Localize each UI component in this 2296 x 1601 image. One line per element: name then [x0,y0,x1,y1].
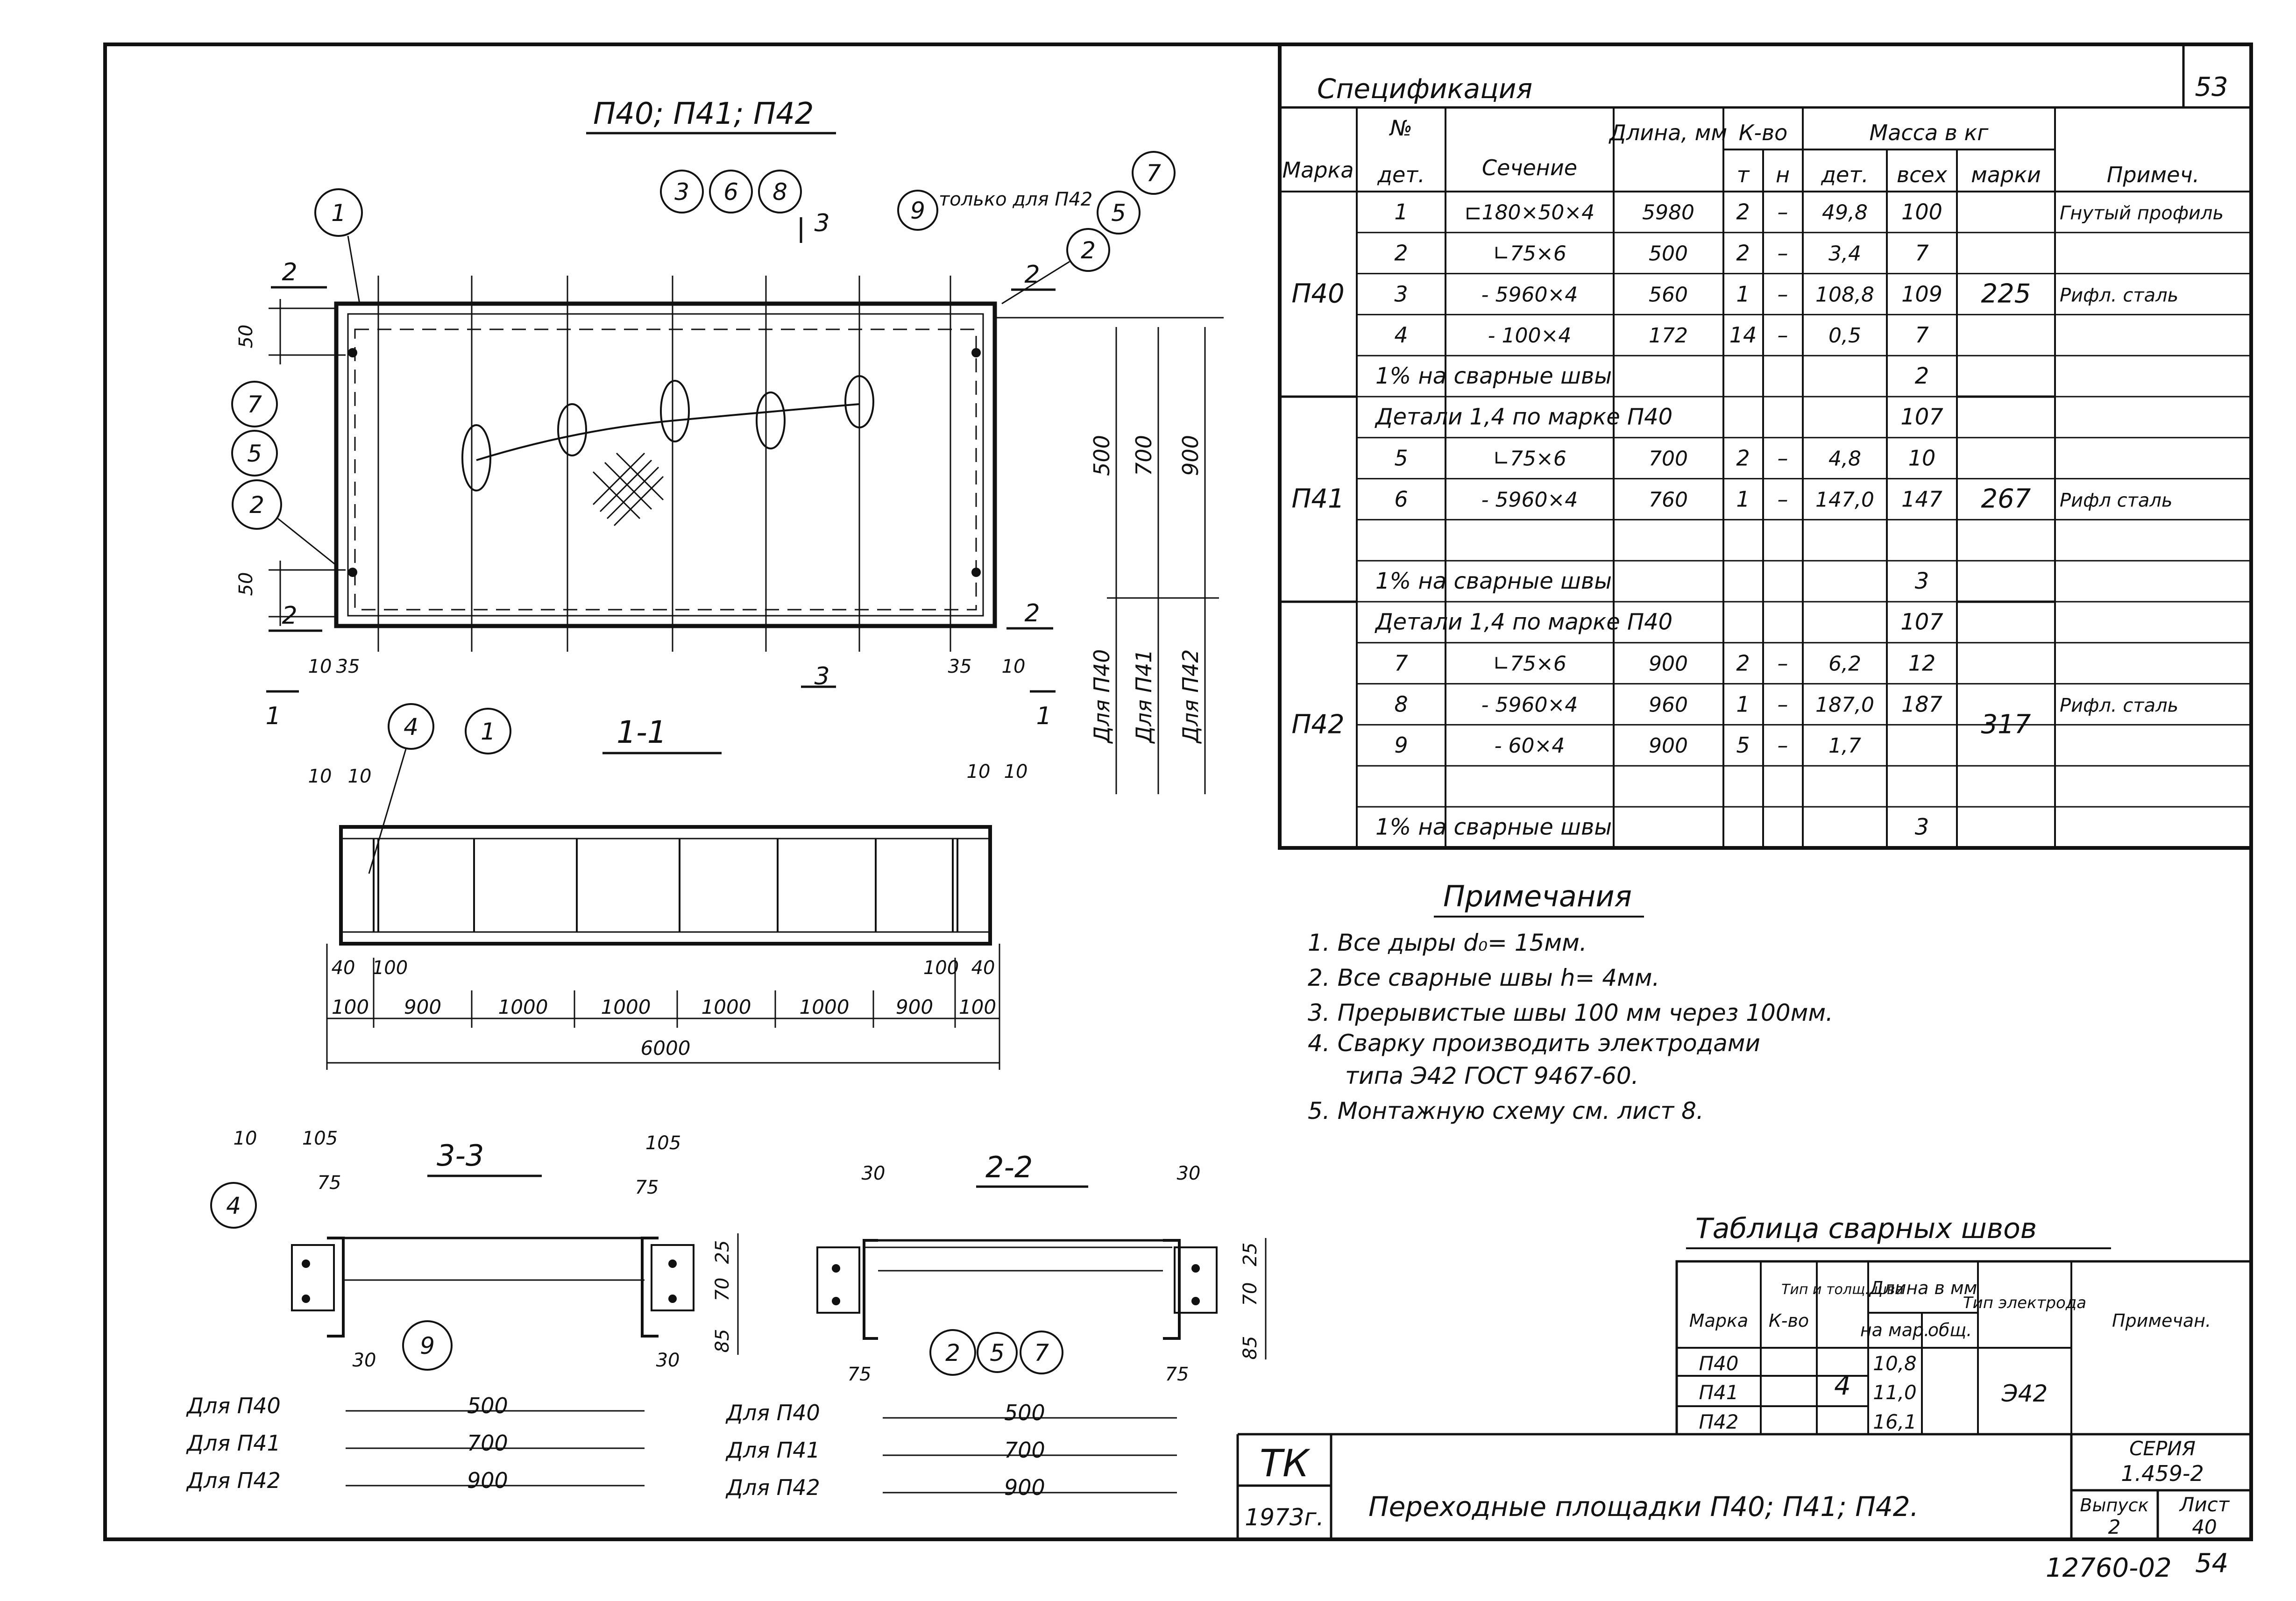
spec-row-note: Рифл сталь [2060,490,2173,512]
spec-mark-total: 225 [1981,278,2031,309]
spec-row-section: - 5960×4 [1481,488,1578,512]
specification-table [1280,44,2251,848]
callout-5-s22: 5 [990,1339,1005,1366]
stamp-series-label: СЕРИЯ [2129,1437,2196,1460]
spec-row-section: - 100×4 [1488,324,1572,348]
spec-row-note: Рифл. сталь [2060,285,2179,306]
spec-row-qty-n: – [1777,691,1788,717]
sheet-number: 53 [2195,72,2228,102]
section-mark-2-tr: 2 [1024,261,1040,289]
spec-row-mass-det: 49,8 [1822,200,1868,225]
spec-row-qty-t: 5 [1736,733,1750,758]
callout-5b: 5 [1111,199,1126,227]
callout-1-section: 1 [481,718,496,745]
weld-table [1677,1212,2251,1434]
spec-row-mass-det: 1,7 [1828,734,1861,758]
spec-row-note: Рифл. сталь [2060,695,2179,717]
spec-row-section: - 60×4 [1494,734,1565,758]
note-3: 3. Прерывистые швы 100 мм через 100мм. [1308,999,1833,1026]
spec-row-qty-n: – [1777,445,1788,471]
dim-500: 500 [1089,435,1114,476]
dim-50-top: 50 [235,324,257,349]
weld-h-note: Примечан. [2112,1310,2211,1331]
spec-row-mass-det: 187,0 [1815,693,1874,717]
span-100-a: 100 [331,996,369,1018]
spec-row-qty-n: – [1777,733,1788,758]
spec-row-det: 3 [1394,281,1408,307]
stamp-sheet-label: Лист [2179,1493,2230,1516]
spec-row-full: Детали 1,4 по марке П40 [1375,609,1673,635]
spec-row-mass-all: 7 [1915,240,1929,266]
section-1-1-title: 1-1 [617,714,667,750]
callout-4-s33: 4 [226,1192,241,1219]
callout-5: 5 [247,440,262,467]
s33-value-p40: 500 [467,1393,508,1418]
plan-title: П40; П41; П42 [593,97,814,131]
weld-h-mark: Марка [1689,1310,1749,1331]
spec-h-detno: № [1390,115,1412,141]
spec-row-full: Детали 1,4 по марке П40 [1375,404,1673,430]
dim-10-right: 10 [1001,656,1026,677]
section-1-1 [308,704,1028,1070]
spec-row-mass-all: 10 [1908,445,1936,471]
note-4-cont: типа Э42 ГОСТ 9467-60. [1345,1062,1639,1089]
callout-4: 4 [404,713,418,740]
spec-row-qty-t: 2 [1736,445,1750,471]
weld-title: Таблица сварных швов [1695,1212,2037,1245]
s22-value-p40: 500 [1004,1400,1045,1425]
spec-h-mass-all: всех [1897,162,1947,187]
note-4: 4. Сварку производить электродами [1308,1030,1760,1057]
section-2-2-title: 2-2 [985,1150,1033,1184]
section-3-3 [186,1128,738,1493]
s22-label-p42: Для П42 [726,1475,820,1500]
spec-row-qty-n: – [1777,281,1788,307]
weld-type-value: 4 [1834,1371,1851,1401]
dim-s22-75-right: 75 [1165,1364,1189,1385]
plan-view [232,97,1224,794]
s33-label-p40: Для П40 [187,1393,281,1418]
spec-row-det: 2 [1394,240,1408,266]
spec-row-mass-all: 109 [1901,281,1942,307]
inventory-number: 12760-02 [2046,1553,2172,1583]
dim-35-right: 35 [948,656,972,677]
span-100-b: 100 [958,996,997,1018]
stamp-issue-label: Выпуск [2080,1495,2149,1516]
s33-label-p41: Для П41 [187,1430,281,1456]
s33-value-p42: 900 [467,1468,508,1493]
notes-title: Примечания [1443,879,1632,913]
section-3-3-title: 3-3 [437,1138,484,1173]
spec-row-length: 5980 [1642,200,1694,225]
section-mark-3-bottom: 3 [814,662,830,690]
dim-40-left: 40 [331,957,355,979]
dim-10-a: 10 [308,766,332,787]
callout-2-s22: 2 [945,1339,960,1366]
dim-s22-85: 85 [1240,1336,1261,1360]
spec-row-mass-all: 3 [1914,568,1929,594]
callout-2b: 2 [1081,237,1096,264]
spec-row-length: 900 [1649,652,1688,676]
span-total-6000: 6000 [640,1037,691,1060]
spec-row-qty-n: – [1777,322,1788,348]
spec-row-length: 900 [1649,734,1688,758]
label-for-p40: Для П40 [1089,649,1114,743]
spec-row-length: 172 [1649,324,1688,348]
dim-s22-30-left: 30 [861,1163,886,1184]
weld-len-p41: 11,0 [1873,1381,1917,1404]
only-for-p42-note: только для П42 [939,189,1093,210]
stamp-year: 1973г. [1245,1504,1324,1531]
page-suffix: 54 [2195,1548,2229,1579]
spec-row-section: ∟75×6 [1493,652,1566,676]
spec-row-mass-all: 7 [1915,322,1929,348]
spec-row-mass-det: 4,8 [1828,447,1861,471]
dim-40-right: 40 [971,957,995,979]
dim-10-d: 10 [1004,761,1028,783]
stamp-org: ТК [1260,1442,1309,1485]
spec-row-mass-all: 187 [1901,691,1942,717]
notes-block [1308,879,1833,1124]
dim-s33-105-left: 105 [302,1128,338,1149]
spec-row-length: 500 [1649,242,1688,266]
dim-100-right: 100 [923,957,959,979]
spec-h-section: Сечение [1481,155,1578,180]
spec-mark-label: П41 [1291,484,1345,514]
weld-h-length: Длина в мм [1869,1278,1977,1298]
spec-h-length: Длина, мм [1609,120,1728,145]
spec-h-mass: Масса в кг [1869,120,1989,145]
weld-mark-p40: П40 [1699,1352,1739,1375]
spec-row-qty-t: 14 [1729,322,1757,348]
weld-h-onmark: на мар. [1860,1320,1930,1340]
weld-h-qty: К-во [1768,1310,1809,1331]
spec-row-length: 960 [1649,693,1688,717]
section-mark-2-tl: 2 [282,258,298,286]
dim-s33-75-right: 75 [635,1177,659,1198]
span-1000-c: 1000 [701,996,751,1018]
spec-row-mass-det: 0,5 [1828,324,1861,348]
spec-row-qty-t: 1 [1736,691,1750,717]
spec-row-section: - 5960×4 [1481,283,1578,307]
plan-ovals [462,376,873,491]
plan-frame [336,304,995,626]
spec-row-qty-t: 1 [1736,486,1750,512]
spec-mark-label: П42 [1291,709,1345,740]
callout-9: 9 [910,197,925,224]
callout-9-s33: 9 [420,1332,435,1359]
spec-row-qty-t: 1 [1736,281,1750,307]
dim-s22-30-right: 30 [1176,1163,1201,1184]
dim-s33-30-left: 30 [352,1350,376,1371]
dim-50-bottom: 50 [235,572,257,596]
span-1000-b: 1000 [601,996,651,1018]
spec-row-det: 5 [1394,445,1408,471]
spec-row-mass-all: 100 [1901,199,1942,225]
callout-7b: 7 [1146,160,1161,187]
spec-h-mark: Марка [1282,157,1354,183]
checkered-hatch [593,453,663,526]
spec-row-full: 1% на сварные швы [1375,363,1612,389]
callout-3: 3 [674,178,689,206]
spec-row-note: Гнутый профиль [2060,202,2224,224]
spec-row-det: 1 [1394,199,1408,225]
s22-label-p40: Для П40 [726,1400,820,1425]
span-1000-d: 1000 [799,996,850,1018]
spec-row-mass-all: 107 [1900,609,1943,635]
spec-row-mass-all: 3 [1914,814,1929,840]
beam-elevation [341,827,990,944]
spec-row-det: 8 [1394,691,1408,717]
spec-row-qty-n: – [1777,199,1788,225]
dim-10-c: 10 [966,761,991,783]
spec-row-qty-t: 2 [1736,199,1750,225]
spec-row-mass-all: 147 [1901,486,1942,512]
spec-row-det: 4 [1394,322,1408,348]
dim-s33-25: 25 [712,1240,733,1264]
spec-h-det: дет. [1377,162,1425,187]
title-block [1238,1434,2251,1539]
dim-s33-75-left: 75 [317,1172,341,1194]
spec-row-mass-det: 6,2 [1828,652,1861,676]
weld-len-p42: 16,1 [1873,1410,1917,1433]
spec-row-qty-n: – [1777,486,1788,512]
note-1: 1. Все дыры d₀= 15мм. [1308,929,1587,956]
spec-row-mass-all: 2 [1914,363,1929,389]
weld-h-electrode: Тип электрода [1963,1294,2087,1312]
s33-value-p41: 700 [467,1430,508,1456]
spec-row-mass-all: 12 [1908,650,1936,676]
spec-row-length: 560 [1649,283,1688,307]
dim-900: 900 [1178,435,1203,476]
dim-s22-25: 25 [1240,1242,1261,1267]
s22-value-p42: 900 [1004,1475,1045,1500]
dim-35-left: 35 [336,656,360,677]
stamp-issue-value: 2 [2108,1516,2121,1538]
dim-s33-70: 70 [712,1277,733,1302]
callout-1: 1 [331,199,346,227]
callout-6: 6 [723,178,738,206]
spec-h-note: Примеч. [2106,162,2200,187]
stamp-series-value: 1.459-2 [2121,1461,2204,1486]
spec-row-qty-n: – [1777,240,1788,266]
spec-row-qty-t: 2 [1736,650,1750,676]
section-mark-2-br: 2 [1024,599,1040,627]
dim-10-left: 10 [308,656,332,677]
weld-len-p40: 10,8 [1873,1352,1917,1375]
dim-10-b: 10 [347,766,372,787]
spec-h-qty: К-во [1738,120,1788,145]
callout-7: 7 [247,391,262,418]
callout-7-s22: 7 [1034,1339,1049,1366]
spec-row-det: 6 [1394,486,1408,512]
section-mark-1-right: 1 [1036,702,1052,730]
dim-s33-10: 10 [233,1128,257,1149]
weld-mark-p42: П42 [1699,1410,1739,1433]
spec-h-t: т [1736,162,1750,187]
spec-mark-label: П40 [1291,278,1345,309]
dim-s33-30-right: 30 [656,1350,680,1371]
plan-callouts [232,152,1175,565]
spec-row-mass-det: 3,4 [1828,242,1861,266]
weld-h-total: общ. [1928,1320,1972,1340]
span-900-b: 900 [895,996,934,1018]
spec-row-mass-det: 147,0 [1815,488,1874,512]
spec-row-det: 9 [1394,733,1408,758]
label-for-p42: Для П42 [1178,649,1203,743]
callout-8: 8 [772,178,787,206]
spec-row-qty-n: – [1777,650,1788,676]
note-2: 2. Все сварные швы h= 4мм. [1308,964,1660,991]
spec-mark-total: 267 [1981,484,2031,514]
spec-row-full: 1% на сварные швы [1375,814,1612,840]
section-mark-2-bl: 2 [282,602,298,630]
section-2-2 [725,1150,1266,1500]
spec-row-mass-det: 108,8 [1815,283,1874,307]
spec-rows [1357,199,2251,848]
spec-row-section: ⊏180×50×4 [1464,200,1595,225]
section-mark-3-top: 3 [814,209,830,237]
weld-h-type: Тип и толщ. шва [1781,1281,1904,1298]
spec-row-section: ∟75×6 [1493,447,1566,471]
spec-h-mass-det: дет. [1821,162,1869,187]
weld-electrode-value: Э42 [2001,1380,2048,1407]
stamp-sheet-value: 40 [2192,1516,2217,1538]
spec-row-mass-all: 107 [1900,404,1943,430]
spec-mark-total: 317 [1981,709,2031,740]
dim-s22-70: 70 [1240,1282,1261,1306]
label-for-p41: Для П41 [1131,649,1156,743]
note-5: 5. Монтажную схему см. лист 8. [1308,1097,1704,1124]
spec-row-section: - 5960×4 [1481,693,1578,717]
spec-row-length: 760 [1649,488,1688,512]
section-mark-1-left: 1 [265,702,281,730]
dim-700: 700 [1131,435,1156,476]
dim-100-left: 100 [372,957,408,979]
dim-s22-75-left: 75 [847,1364,872,1385]
spec-row-det: 7 [1394,650,1408,676]
dim-s33-105-right: 105 [645,1132,681,1154]
s22-label-p41: Для П41 [726,1437,820,1463]
spec-row-length: 700 [1649,447,1688,471]
s22-value-p41: 700 [1004,1437,1045,1463]
weld-mark-p41: П41 [1699,1381,1739,1404]
spec-row-qty-t: 2 [1736,240,1750,266]
stamp-title: Переходные площадки П40; П41; П42. [1368,1491,1919,1523]
spec-h-n: н [1775,162,1790,187]
spec-row-section: ∟75×6 [1493,242,1566,266]
span-900-a: 900 [404,996,442,1018]
spec-title: Спецификация [1317,73,1533,105]
dim-s33-85: 85 [712,1329,733,1353]
s33-label-p42: Для П42 [187,1468,281,1493]
spec-row-full: 1% на сварные швы [1375,568,1612,594]
spec-h-mass-mark: марки [1971,162,2041,187]
callout-2: 2 [249,491,264,519]
span-1000-a: 1000 [498,996,548,1018]
plan-ribs [378,276,950,652]
